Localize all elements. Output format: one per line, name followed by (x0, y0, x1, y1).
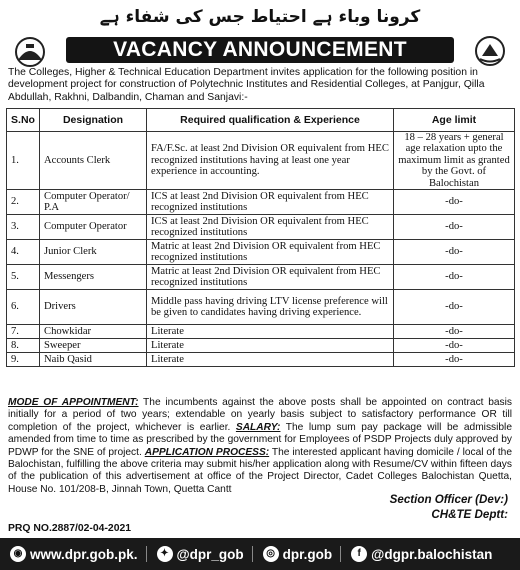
footer-bar (0, 538, 520, 570)
row-age-limit: -do- (394, 215, 515, 240)
row-age-limit: -do- (394, 339, 515, 353)
process-label: APPLICATION PROCESS: (144, 446, 270, 458)
footer-facebook[interactable] (351, 546, 492, 562)
header-qualification: Required qualification & Experience (147, 109, 394, 132)
salary-text: The lump sum pay package will be admissible amended from time to time as prescribed by the government for Employees of PSDP Projects duly approved by PDWP for the SNE of project. (8, 421, 512, 458)
page-title: VACANCY ANNOUNCEMENT (66, 37, 454, 63)
row-qualification: ICS at least 2nd Division OR equivalent from HEC recognized institutions (147, 215, 394, 240)
row-sno: 4. (7, 240, 40, 265)
row-designation: Chowkidar (40, 325, 147, 339)
table-row (7, 240, 515, 265)
row-qualification: Matric at least 2nd Division OR equivalent from HEC recognized institutions (147, 240, 394, 265)
row-sno: 5. (7, 265, 40, 290)
row-age-limit: 18 – 28 years + general age relaxation upto the maximum limit as granted by the Govt. of Balochistan (394, 132, 515, 190)
footer-divider (252, 546, 253, 562)
balochistan-govt-emblem-icon (8, 34, 52, 68)
row-qualification: Middle pass having driving LTV license preference will be given to candidates having driving experience. (147, 290, 394, 325)
row-designation: Naib Qasid (40, 353, 147, 367)
row-qualification: Literate (147, 339, 394, 353)
row-age-limit: -do- (394, 190, 515, 215)
twitter-text: @dpr_gob (176, 546, 244, 562)
table-row (7, 325, 515, 339)
vacancy-table (6, 108, 515, 367)
header-age-limit: Age limit (394, 109, 515, 132)
prq-number: PRQ NO.2887/02-04-2021 (8, 523, 132, 534)
table-row (7, 339, 515, 353)
row-designation: Messengers (40, 265, 147, 290)
header-sno: S.No (7, 109, 40, 132)
row-sno: 3. (7, 215, 40, 240)
mode-label: MODE OF APPOINTMENT: (8, 397, 139, 408)
intro-text: The Colleges, Higher & Technical Education Department invites application for the following position in development project for construction of Polytechnic Institutes and Residential Colleges, at Panjgur, Qilla Abdullah, Rakhni, Dalbandin, Chaman and Sanjavi:- (8, 67, 485, 103)
row-designation: Sweeper (40, 339, 147, 353)
footer-divider (146, 546, 147, 562)
department-emblem-icon (468, 34, 512, 68)
twitter-icon: ✦ (157, 546, 173, 562)
signature-block (390, 492, 508, 522)
header-designation: Designation (40, 109, 147, 132)
facebook-text: @dgpr.balochistan (371, 546, 493, 562)
footer-divider (340, 546, 341, 562)
row-qualification: ICS at least 2nd Division OR equivalent from HEC recognized institutions (147, 190, 394, 215)
footer-website[interactable] (10, 546, 138, 562)
row-qualification: Matric at least 2nd Division OR equivalent from HEC recognized institutions (147, 265, 394, 290)
row-sno: 1. (7, 132, 40, 190)
table-row (7, 132, 515, 190)
row-sno: 7. (7, 325, 40, 339)
row-designation: Junior Clerk (40, 240, 147, 265)
row-age-limit: -do- (394, 290, 515, 325)
globe-icon: ◉ (10, 546, 26, 562)
instagram-text: dpr.gob (282, 546, 333, 562)
row-qualification: Literate (147, 325, 394, 339)
table-row (7, 353, 515, 367)
instagram-icon: ◎ (263, 546, 279, 562)
row-sno: 8. (7, 339, 40, 353)
row-age-limit: -do- (394, 265, 515, 290)
row-age-limit: -do- (394, 240, 515, 265)
urdu-slogan: کرونا وباء ہے احتیاط جس کی شفاء ہے (99, 7, 421, 27)
website-text: www.dpr.gob.pk. (30, 546, 138, 562)
signature-line-2: CH&TE Deptt: (431, 508, 508, 521)
table-row (7, 290, 515, 325)
footer-instagram[interactable] (263, 546, 333, 562)
table-row (7, 265, 515, 290)
row-age-limit: -do- (394, 353, 515, 367)
facebook-icon: f (351, 546, 367, 562)
table-row (7, 190, 515, 215)
footer-twitter[interactable] (157, 546, 244, 562)
row-sno: 6. (7, 290, 40, 325)
terms-paragraph (8, 397, 512, 496)
mode-text: The incumbents against the above posts shall be appointed on contract basis initially for a period of two years; extendable on yearly basis subject to satisfactory performance OR till completion of the project, whichever is earlier. (8, 397, 512, 433)
row-designation: Drivers (40, 290, 147, 325)
row-designation: Accounts Clerk (40, 132, 147, 190)
salary-label: SALARY: (235, 421, 281, 433)
row-age-limit: -do- (394, 325, 515, 339)
row-designation: Computer Operator (40, 215, 147, 240)
row-qualification: FA/F.Sc. at least 2nd Division OR equivalent from HEC recognized institutions having at least one year experience in accounting. (147, 132, 394, 190)
process-text: The interested applicant having domicile / local of the Balochistan, fulfilling the above criteria may submit his/her application along with Resume/CV within fifteen days of the publication of this advertisement at office of the Project Director, Cadet Colleges Balochistan Quetta, House No. 101/208-B, Jinnah Town, Quetta Cantt (8, 446, 512, 495)
row-qualification: Literate (147, 353, 394, 367)
table-header-row (7, 109, 515, 132)
row-designation: Computer Operator/ P.A (40, 190, 147, 215)
row-sno: 9. (7, 353, 40, 367)
signature-line-1: Section Officer (Dev:) (389, 493, 508, 506)
row-sno: 2. (7, 190, 40, 215)
table-row (7, 215, 515, 240)
